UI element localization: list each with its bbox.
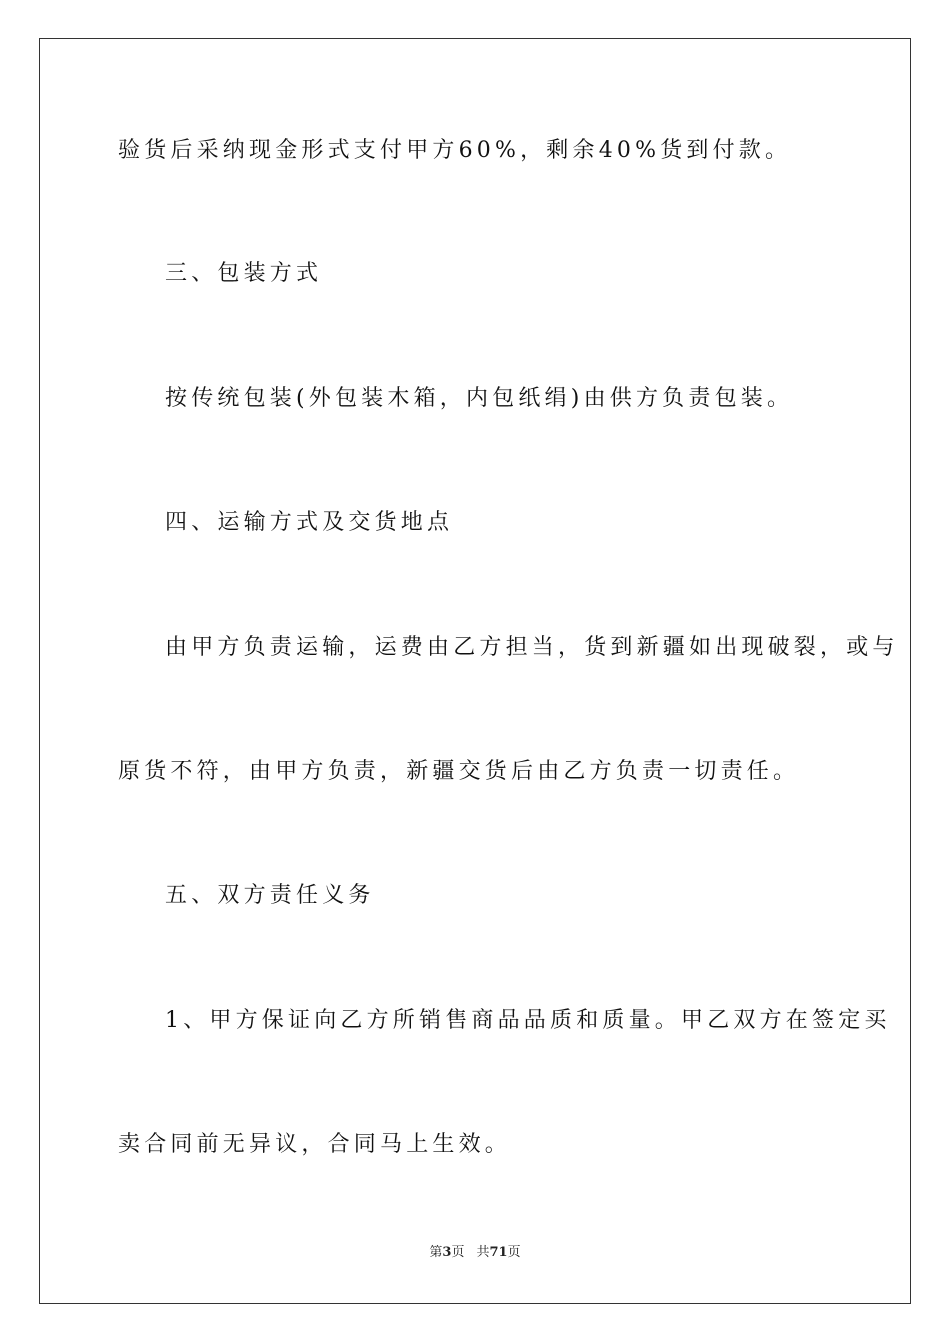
heading-responsibilities: 五、双方责任义务	[165, 883, 375, 908]
paragraph-transport-line-1: 由甲方负责运输，运费由乙方担当，货到新疆如出现破裂，或与	[165, 635, 899, 660]
footer-total-suffix: 页	[507, 1245, 521, 1260]
heading-packaging: 三、包装方式	[165, 261, 323, 286]
footer-page-suffix: 页	[451, 1245, 465, 1260]
footer-page-prefix: 第	[429, 1245, 443, 1260]
page-footer	[0, 1244, 950, 1262]
page-border	[39, 38, 911, 1304]
footer-total-prefix: 共	[476, 1245, 490, 1260]
paragraph-transport-line-2: 原货不符，由甲方负责，新疆交货后由乙方负责一切责任。	[118, 759, 800, 784]
paragraph-payment-line: 验货后采纳现金形式支付甲方60%，剩余40%货到付款。	[118, 138, 792, 163]
paragraph-responsibility-1-line-1: 1、甲方保证向乙方所销售商品品质和质量。甲乙双方在签定买	[165, 1008, 891, 1033]
paragraph-packaging: 按传统包装(外包装木箱，内包纸绢)由供方负责包装。	[165, 386, 794, 411]
heading-transport: 四、运输方式及交货地点	[165, 510, 454, 535]
footer-total-pages: 71	[489, 1245, 508, 1260]
footer-page-number: 3	[442, 1245, 452, 1260]
paragraph-responsibility-1-line-2: 卖合同前无异议，合同马上生效。	[118, 1132, 512, 1157]
